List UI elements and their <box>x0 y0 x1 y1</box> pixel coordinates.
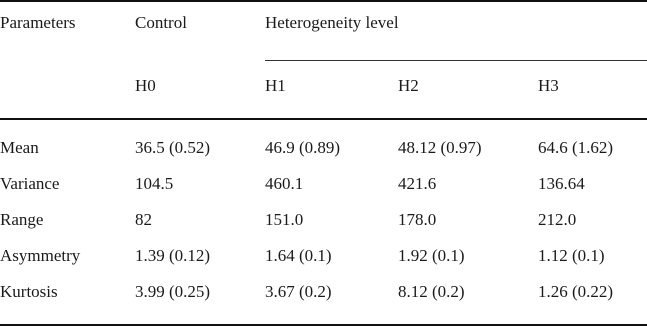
cell-h0: 3.99 (0.25) <box>135 282 211 301</box>
header-h0: H0 <box>135 76 156 95</box>
row-parameter: Kurtosis <box>0 282 58 301</box>
cell-h1: 46.9 (0.89) <box>265 138 341 157</box>
cell-h2: 8.12 (0.2) <box>398 282 465 301</box>
cell-h0: 104.5 <box>135 174 174 193</box>
header-control: Control <box>135 13 187 32</box>
cell-h3: 1.26 (0.22) <box>538 282 614 301</box>
table-top-rule <box>0 0 647 2</box>
cell-h0: 1.39 (0.12) <box>135 246 211 265</box>
table-header-rule <box>0 118 647 120</box>
cell-h3: 64.6 (1.62) <box>538 138 614 157</box>
header-h3: H3 <box>538 76 559 95</box>
cell-h1: 460.1 <box>265 174 304 193</box>
row-parameter: Range <box>0 210 44 229</box>
cell-h3: 136.64 <box>538 174 585 193</box>
header-h2: H2 <box>398 76 419 95</box>
cell-h1: 3.67 (0.2) <box>265 282 332 301</box>
cell-h2: 421.6 <box>398 174 437 193</box>
header-parameters: Parameters <box>0 13 76 32</box>
row-parameter: Asymmetry <box>0 246 81 265</box>
cell-h2: 48.12 (0.97) <box>398 138 482 157</box>
cell-h3: 1.12 (0.1) <box>538 246 605 265</box>
cell-h1: 151.0 <box>265 210 304 229</box>
cell-h3: 212.0 <box>538 210 577 229</box>
cell-h0: 82 <box>135 210 152 229</box>
row-parameter: Variance <box>0 174 60 193</box>
cell-h2: 178.0 <box>398 210 437 229</box>
table-bottom-rule <box>0 324 647 326</box>
header-h1: H1 <box>265 76 286 95</box>
row-parameter: Mean <box>0 138 39 157</box>
header-heterogeneity-level: Heterogeneity level <box>265 13 399 32</box>
cell-h0: 36.5 (0.52) <box>135 138 211 157</box>
heterogeneity-subheader-rule <box>265 60 647 61</box>
cell-h1: 1.64 (0.1) <box>265 246 332 265</box>
cell-h2: 1.92 (0.1) <box>398 246 465 265</box>
